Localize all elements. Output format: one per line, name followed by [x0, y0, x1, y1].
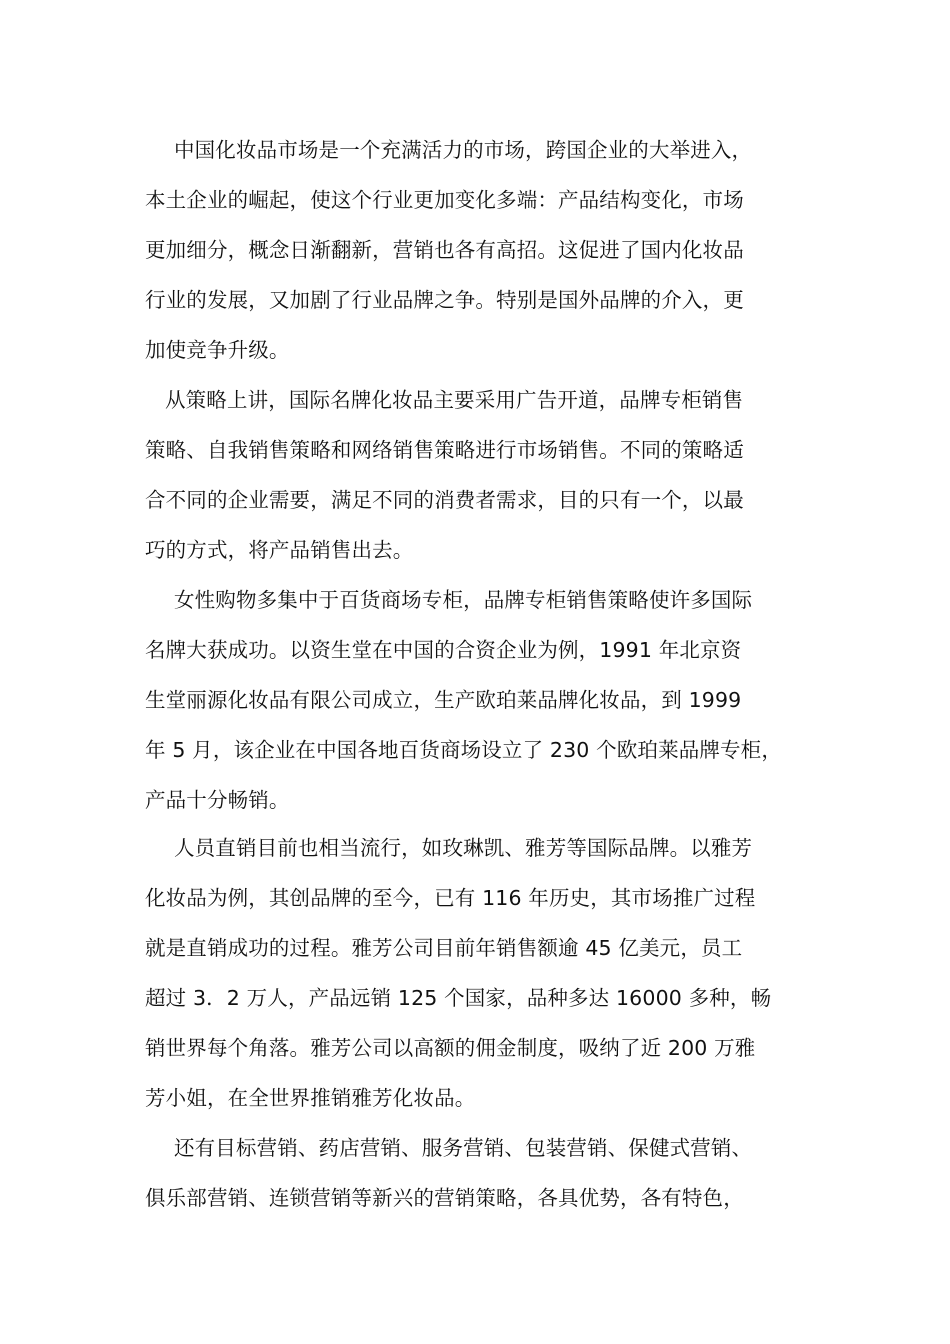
paragraph-1-line-2: 本土企业的崛起，使这个行业更加变化多端：产品结构变化，市场	[145, 188, 744, 212]
paragraph-4-line-4: 超过 3．2 万人，产品远销 125 个国家，品种多达 16000 多种，畅	[145, 986, 772, 1010]
paragraph-5-line-2: 俱乐部营销、连锁营销等新兴的营销策略，各具优势，各有特色，	[145, 1186, 744, 1210]
paragraph-3-line-2: 名牌大获成功。以资生堂在中国的合资企业为例，1991 年北京资	[145, 638, 742, 662]
paragraph-2-line-1: 从策略上讲，国际名牌化妆品主要采用广告开道，品牌专柜销售	[165, 388, 744, 412]
paragraph-4-line-1: 人员直销目前也相当流行，如玫琳凯、雅芳等国际品牌。以雅芳	[174, 836, 753, 860]
paragraph-1-line-3: 更加细分，概念日渐翻新，营销也各有高招。这促进了国内化妆品	[145, 238, 744, 262]
paragraph-2-line-2: 策略、自我销售策略和网络销售策略进行市场销售。不同的策略适	[145, 438, 744, 462]
paragraph-4-line-5: 销世界每个角落。雅芳公司以高额的佣金制度，吸纳了近 200 万雅	[145, 1036, 756, 1060]
paragraph-4-line-2: 化妆品为例，其创品牌的至今，已有 116 年历史，其市场推广过程	[145, 886, 756, 910]
paragraph-1-line-4: 行业的发展，又加剧了行业品牌之争。特别是国外品牌的介入，更	[145, 288, 744, 312]
paragraph-3-line-4: 年 5 月，该企业在中国各地百货商场设立了 230 个欧珀莱品牌专柜，	[145, 738, 782, 762]
paragraph-4-line-3: 就是直销成功的过程。雅芳公司目前年销售额逾 45 亿美元，员工	[145, 936, 743, 960]
paragraph-2-line-4: 巧的方式，将产品销售出去。	[145, 538, 414, 562]
paragraph-5-line-1: 还有目标营销、药店营销、服务营销、包装营销、保健式营销、	[174, 1136, 753, 1160]
paragraph-3-line-3: 生堂丽源化妆品有限公司成立，生产欧珀莱品牌化妆品，到 1999	[145, 688, 742, 712]
paragraph-2-line-3: 合不同的企业需要，满足不同的消费者需求，目的只有一个，以最	[145, 488, 744, 512]
paragraph-3-line-5: 产品十分畅销。	[145, 788, 290, 812]
paragraph-4-line-6: 芳小姐，在全世界推销雅芳化妆品。	[145, 1086, 476, 1110]
paragraph-3-line-1: 女性购物多集中于百货商场专柜，品牌专柜销售策略使许多国际	[174, 588, 753, 612]
paragraph-1-line-5: 加使竞争升级。	[145, 338, 290, 362]
paragraph-1-line-1: 中国化妆品市场是一个充满活力的市场，跨国企业的大举进入，	[174, 138, 753, 162]
